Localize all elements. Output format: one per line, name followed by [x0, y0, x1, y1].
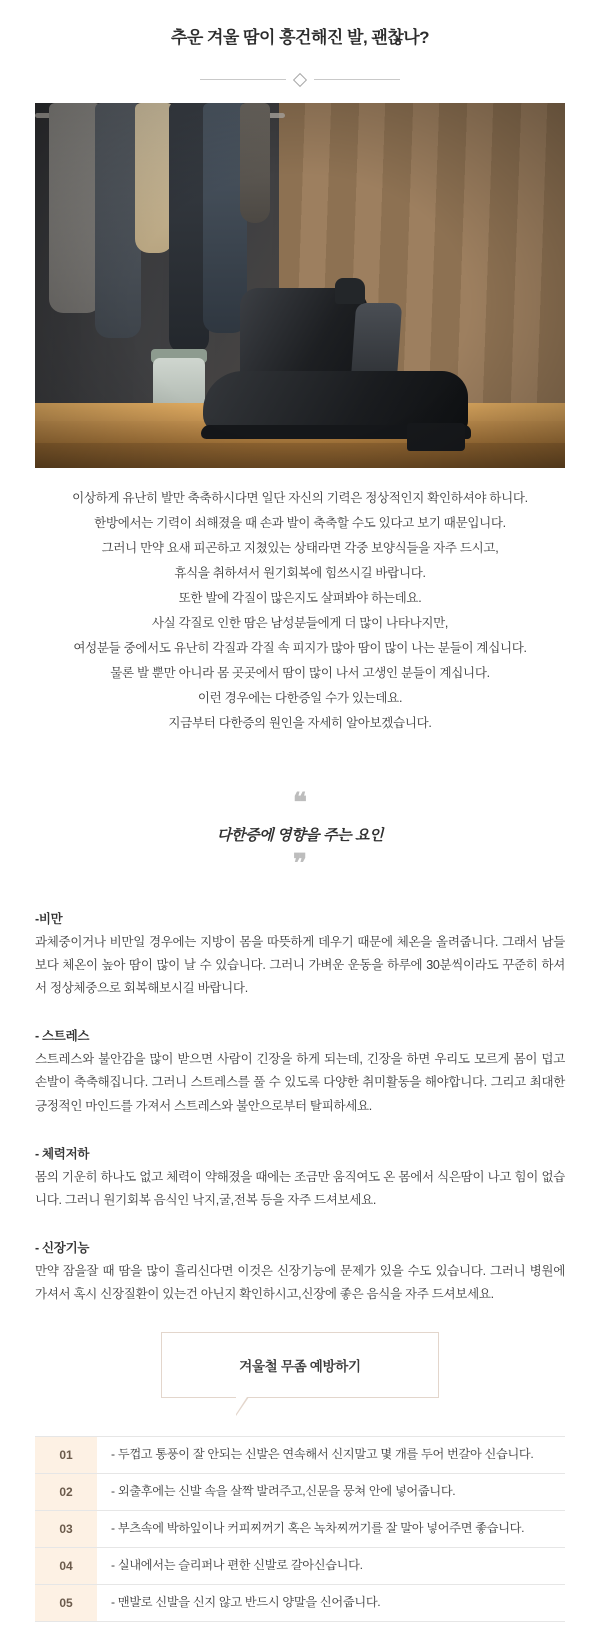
intro-line: 사실 각질로 인한 땀은 남성분들에게 더 많이 나타나지만,	[151, 615, 449, 630]
quote-heading-text: 다한증에 영향을 주는 요인	[216, 826, 384, 844]
intro-paragraph	[35, 486, 565, 736]
section-heading: -비만	[35, 911, 63, 926]
hero-image	[35, 103, 565, 468]
tip-number: 05	[35, 1585, 97, 1621]
ornamental-divider	[200, 75, 400, 85]
bubble-heading-wrap	[35, 1332, 565, 1398]
section-heading: - 신장기능	[35, 1240, 90, 1255]
tip-number: 03	[35, 1511, 97, 1547]
bubble-heading-text: 겨울철 무좀 예방하기	[239, 1359, 361, 1375]
tip-text: - 외출후에는 신발 속을 살짝 발려주고,신문을 뭉쳐 안에 넣어줍니다.	[111, 1484, 456, 1499]
quote-open-icon: ❝	[293, 787, 307, 817]
intro-line: 이런 경우에는 다한증일 수가 있는데요.	[197, 690, 403, 705]
section-body: 몸의 기운히 하나도 없고 체력이 약해졌을 때에는 조금만 움직여도 온 몸에서 식은땀이 나고 힘이 없습니다. 그러니 원기회복 음식인 낙지,굴,전복 등을 자주 드셔보세요.	[35, 1169, 565, 1207]
article-page	[0, 11, 600, 1622]
section-body: 과체중이거나 비만일 경우에는 지방이 몸을 따뜻하게 데우기 때문에 체온을 올려줍니다. 그래서 남들보다 체온이 높아 땀이 많이 날 수 있습니다. 그러니 가벼운 운동을 하루에 30분씩이라도 꾸준히 하셔서 정상체중으로 회복해보시길 바랍니다.	[35, 934, 565, 996]
intro-line: 한방에서는 기력이 쇠해졌을 때 손과 발이 축축할 수도 있다고 보기 때문입니다.	[94, 515, 506, 530]
tips-list	[35, 1436, 565, 1622]
quote-heading-block	[35, 787, 565, 878]
article-body	[35, 909, 565, 1306]
speech-bubble	[161, 1332, 439, 1398]
tip-text: - 맨발로 신발을 신지 않고 반드시 양말을 신어줍니다.	[111, 1595, 381, 1610]
tip-number: 01	[35, 1437, 97, 1473]
list-item	[35, 1437, 565, 1474]
tip-text: - 부츠속에 박하잎이나 커피찌꺼기 혹은 녹차찌꺼기를 잘 말아 넣어주면 좋습니다.	[111, 1521, 525, 1536]
tip-number: 04	[35, 1548, 97, 1584]
section-heading: - 스트레스	[35, 1029, 90, 1044]
page-title: 추운 겨울 땀이 흥건해진 발, 괜찮나?	[170, 28, 430, 48]
list-item	[35, 1585, 565, 1622]
intro-line: 그러니 만약 요새 피곤하고 지쳤있는 상태라면 각중 보양식들을 자주 드시고,	[101, 540, 499, 555]
tip-number: 02	[35, 1474, 97, 1510]
diamond-icon	[293, 73, 307, 87]
list-item	[35, 1548, 565, 1585]
section-body: 만약 잠을잘 때 땀을 많이 흘리신다면 이것은 신장기능에 문제가 있을 수도 있습니다. 그러니 병원에 가셔서 혹시 신장질환이 있는건 아닌지 확인하시고,신장에 좋은 음식을 자주 드셔보세요.	[35, 1263, 565, 1301]
intro-line: 지금부터 다한증의 원인을 자세히 알아보겠습니다.	[168, 715, 432, 730]
intro-line: 여성분들 중에서도 유난히 각질과 각질 속 피지가 많아 땀이 많이 나는 분들이 계십니다.	[73, 640, 527, 655]
list-item	[35, 1511, 565, 1548]
tip-text: - 실내에서는 슬리퍼나 편한 신발로 갈아신습니다.	[111, 1558, 363, 1573]
section-heading: - 체력저하	[35, 1146, 90, 1161]
intro-line: 이상하게 유난히 발만 축축하시다면 일단 자신의 기력은 정상적인지 확인하셔야 하니다.	[72, 490, 528, 505]
quote-close-icon: ❞	[293, 848, 307, 878]
divider-line-right	[314, 79, 400, 80]
intro-line: 또한 발에 각질이 많은지도 살펴봐야 하는데요.	[178, 590, 422, 605]
image-vignette	[35, 103, 565, 468]
list-item	[35, 1474, 565, 1511]
section-body: 스트레스와 불안감을 많이 받으면 사람이 긴장을 하게 되는데, 긴장을 하면 우리도 모르게 몸이 덥고 손발이 축축해집니다. 그러니 스트레스를 풀 수 있도록 다양한 취미활동을 해야합니다. 그리고 최대한 긍정적인 마인드를 가져서 스트레스와 불안으로부터 탈피하세요.	[35, 1052, 565, 1113]
intro-line: 휴식을 취하셔서 원기회복에 힘쓰시길 바랍니다.	[174, 565, 426, 580]
divider-line-left	[200, 79, 286, 80]
tip-text: - 두껍고 통풍이 잘 안되는 신발은 연속해서 신지말고 몇 개를 두어 번갈아 신습니다.	[111, 1447, 534, 1462]
intro-line: 물론 발 뿐만 아니라 몸 곳곳에서 땀이 많이 나서 고생인 분들이 계십니다.	[110, 665, 490, 680]
